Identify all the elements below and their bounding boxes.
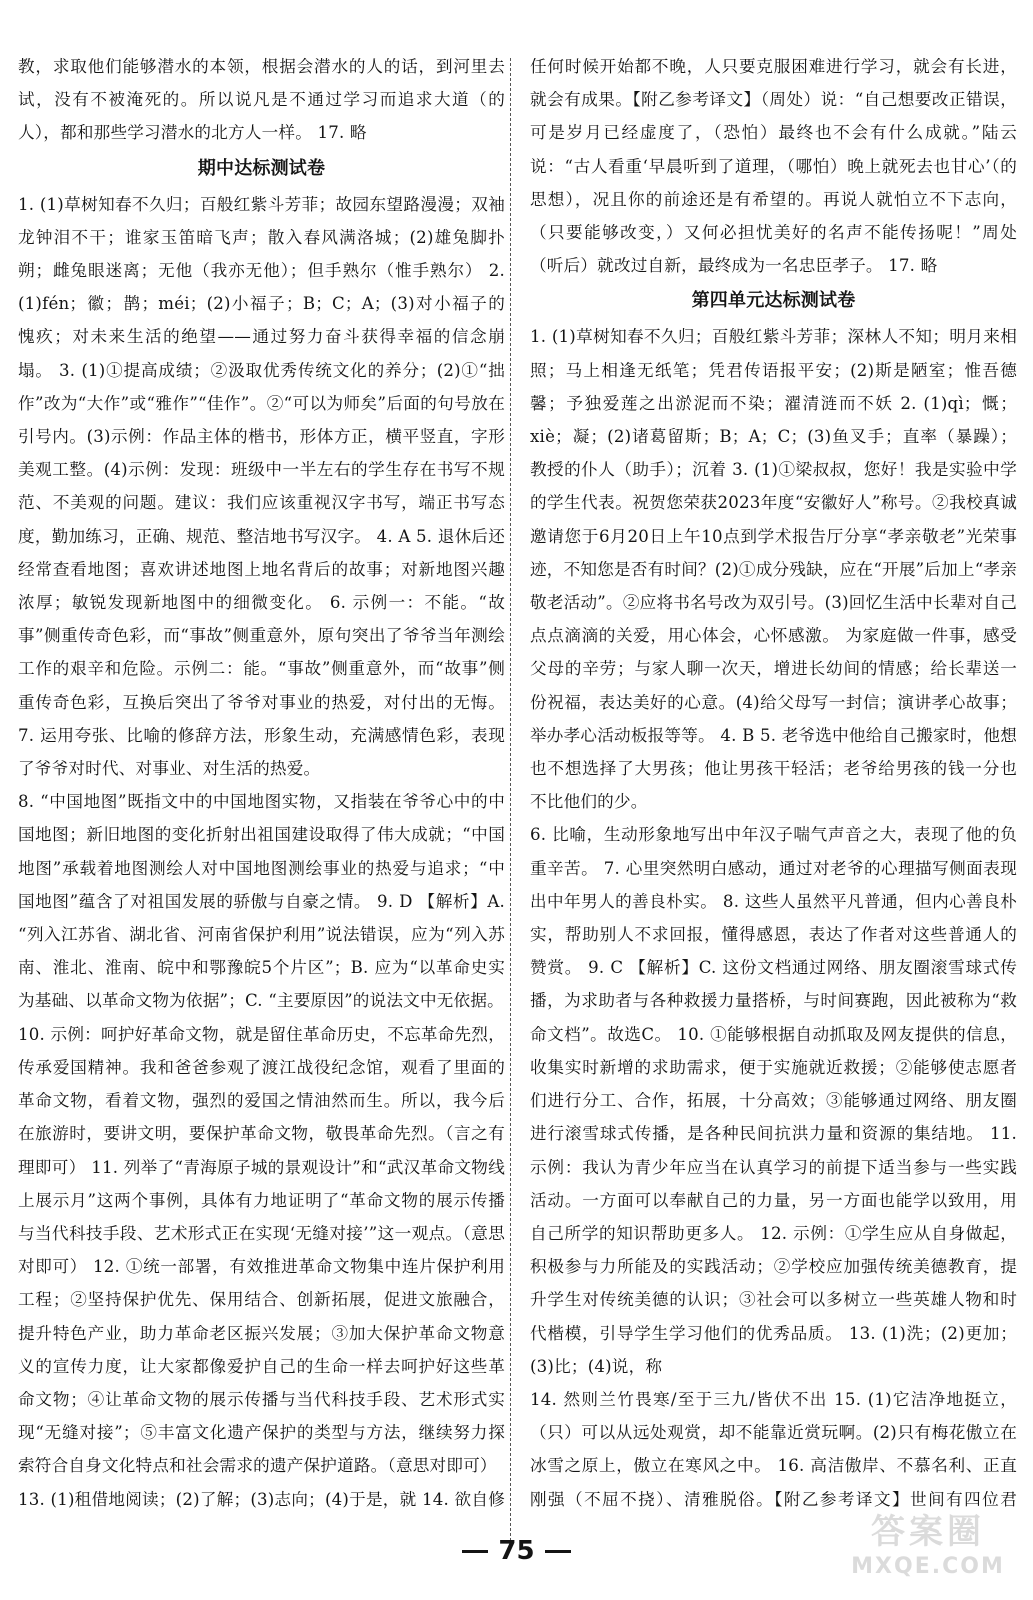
watermark-text-latin: MXQE.COM	[851, 1554, 1005, 1579]
answer-paragraph: 10. 示例：呵护好革命文物，就是留住革命历史，不忘革命先烈，传承爱国精神。我和爸爸参观了渡江战役纪念馆，观看了里面的革命文物，看着文物，强烈的爱国之情油然而生。所以，我今后在旅游时，要讲文明，要保护革命文物，敬畏革命先烈。（言之有理即可） 11. 列举了“青海原子城的景观设计”和“武汉革命文物线上展示月”这两个事例，具体有力地证明了“革命文物的展示传播与当代科技手段、艺术形式正在实现‘无缝对接’”这一观点。（意思对即可） 12. ①统一部署，有效推进革命文物集中连片保护利用工程；②坚持保护优先、保用结合、创新拓展，促进文旅融合，提升特色产业，助力革命老区振兴发展；③加大保护革命文物意义的宣传力度，让大家都像爱护自己的生命一样去呵护好这些革命文物；④让革命文物的展示传播与当代科技手段、艺术形式实现“无缝对接”；⑤丰富文化遗产保护的类型与方法，继续努力探索符合自身文化特点和社会需求的遗产保护道路。（意思对即可）	[18, 1024, 505, 1476]
right-column	[530, 50, 1017, 1510]
right-intro: 任何时候开始都不晚，人只要克服困难进行学习，就会有长进，就会有成果。【附乙参考译文】（周处）说：“自己想要改正错误，可是岁月已经虚度了，（恐怕）最终也不会有什么成就。”陆云说：“古人看重‘早晨听到了道理，（哪怕）晚上就死去也甘心’（的思想），况且你的前途还是有希望的。再说人就怕立不下志向，（只要能够改变，）又何必担忧美好的名声不能传扬呢！”周处（听后）就改过自新，最终成为一名忠臣孝子。 17. 略	[530, 57, 1017, 276]
section-title-unit-four: 第四单元达标测试卷	[691, 290, 856, 312]
section-title-midterm: 期中达标测试卷	[197, 157, 326, 179]
left-column	[18, 50, 505, 1510]
answer-paragraph: 1. (1)草树知春不久归；百般红紫斗芳菲；深林人不知；明月来相照；马上相逢无纸笔；凭君传语报平安；(2)斯是陋室；惟吾德馨；予独爱莲之出淤泥而不染；濯清涟而不妖 2. (1)qì；慨；xiè；凝；(2)诸葛留斯；B；A；C；(3)鱼叉手；直率（暴躁）；教授的仆人（助手）；沉着 3. (1)①梁叔叔，您好！我是实验中学的学生代表。祝贺您荣获2023年度“安徽好人”称号。②我校真诚邀请您于6月20日上午10点到学术报告厅分享“孝亲敬老”光荣事迹，不知您是否有时间？(2)①成分残缺，应在“开展”后加上“孝亲敬老活动”。②应将书名号改为双引号。(3)回忆生活中长辈对自己点点滴滴的关爱，用心体会，心怀感激。 为家庭做一件事，感受父母的辛劳；与家人聊一次天，增进长幼间的情感；给长辈送一份祝福，表达美好的心意。(4)给父母写一封信；演讲孝心故事；举办孝心活动板报等等。 4. B 5. 老爷选中他给自己搬家时，他想也不想选择了大男孩；他让男孩干轻活；老爷给男孩的钱一分也不比他们的少。	[530, 327, 1017, 812]
footer-dash-left	[462, 1550, 488, 1553]
answer-paragraph: 6. 比喻，生动形象地写出中年汉子喘气声音之大，表现了他的负重辛苦。 7. 心里突然明白感动，通过对老爷的心理描写侧面表现出中年男人的善良朴实。 8. 这些人虽然平凡普通，但内心善良朴实，帮助别人不求回报，懂得感恩，表达了作者对这些普通人的赞赏。 9. C 【解析】C. 这份文档通过网络、朋友圈滚雪球式传播，为求助者与各种救援力量搭桥，与时间赛跑，因此被称为“救命文档”。故选C。 10. ①能够根据自动抓取及网友提供的信息，收集实时新增的求助需求，便于实施就近救援；②能够使志愿者们进行分工、合作，拓展，十分高效；③能够通过网络、朋友圈进行滚雪球式传播，是各种民间抗洪力量和资源的集结地。 11. 示例：我认为青少年应当在认真学习的前提下适当参与一些实践活动。一方面可以奉献自己的力量，另一方面也能学以致用，用自己所学的知识帮助更多人。 12. 示例：①学生应从自身做起，积极参与力所能及的实践活动；②学校应加强传统美德教育，提升学生对传统美德的认识；③社会可以多树立一些英雄人物和时代楷模，引导学生学习他们的优秀品质。 13. (1)洗；(2)更加；(3)比；(4)说，称	[530, 825, 1017, 1376]
left-intro: 教，求取他们能够潜水的本领，根据会潜水的人的话，到河里去试，没有不被淹死的。所以说凡是不通过学习而追求大道（的人），都和那些学习潜水的北方人一样。 17. 略	[18, 57, 505, 143]
footer-dash-right	[545, 1550, 571, 1553]
watermark-text-cn: 答案圈	[871, 1512, 985, 1552]
answer-paragraph: 8. “中国地图”既指文中的中国地图实物，又指装在爷爷心中的中国地图；新旧地图的变化折射出祖国建设取得了伟大成就；“中国地图”承载着地图测绘人对中国地图测绘事业的热爱与追求；“中国地图”蕴含了对祖国发展的骄傲与自豪之情。 9. D 【解析】A. “列入江苏省、湖北省、河南省保护利用”说法错误，应为“列入苏南、淮北、淮南、皖中和鄂豫皖5个片区”；B. 应为“以革命史实为基础、以革命文物为依据”；C. “主要原因”的说法文中无依据。	[18, 792, 505, 1011]
answer-paragraph: 1. (1)草树知春不久归；百般红紫斗芳菲；故园东望路漫漫；双袖龙钟泪不干；谁家玉笛暗飞声；散入春风满洛城；(2)雄兔脚扑朔；雌兔眼迷离；无他（我亦无他）；但手熟尔（惟手熟尔） 2. (1)fén；徽；鹊；méi；(2)小福子；B；C；A；(3)对小福子的愧疚；对未来生活的绝望——通过努力奋斗获得幸福的信念崩塌。 3. (1)①提高成绩；②汲取优秀传统文化的养分；(2)①“拙作”改为“大作”或“雅作”“佳作”。②“可以为师矣”后面的句号放在引号内。(3)示例：作品主体的楷书，形体方正，横平竖直，字形美观工整。(4)示例：发现：班级中一半左右的学生存在书写不规范、不美观的问题。建议：我们应该重视汉字书写，端正书写态度，勤加练习，正确、规范、整洁地书写汉字。 4. A 5. 退休后还经常查看地图；喜欢讲述地图上地名背后的故事；对新地图兴趣浓厚；敏锐发现新地图中的细微变化。 6. 示例一：不能。“故事”侧重传奇色彩，而“事故”侧重意外，原句突出了爷爷当年测绘工作的艰辛和危险。示例二：能。“事故”侧重意外，而“故事”侧重传奇色彩，互换后突出了爷爷对事业的热爱，对付出的无悔。 7. 运用夸张、比喻的修辞方法，形象生动，充满感情色彩，表现了爷爷对时代、对事业、对生活的热爱。	[18, 194, 505, 779]
page-number: 75	[498, 1536, 535, 1566]
column-divider	[510, 58, 511, 1546]
answer-paragraph: 14. 然则兰竹畏寒/至于三九/皆伏不出 15. (1)它洁净地挺立，（只）可以从远处观赏，却不能靠近赏玩啊。(2)只有梅花傲立在冰雪之原上，傲立在寒风之中。 16. 高洁傲岸、不慕名利、正直刚强（不屈不挠）、清雅脱俗。【附乙参考译文】世间有四位君	[530, 1389, 1017, 1509]
answer-paragraph: 13. (1)租借地阅读；(2)了解；(3)志向；(4)于是，就 14. 欲自修	[18, 1489, 505, 1509]
watermark-logo	[833, 1510, 1023, 1590]
